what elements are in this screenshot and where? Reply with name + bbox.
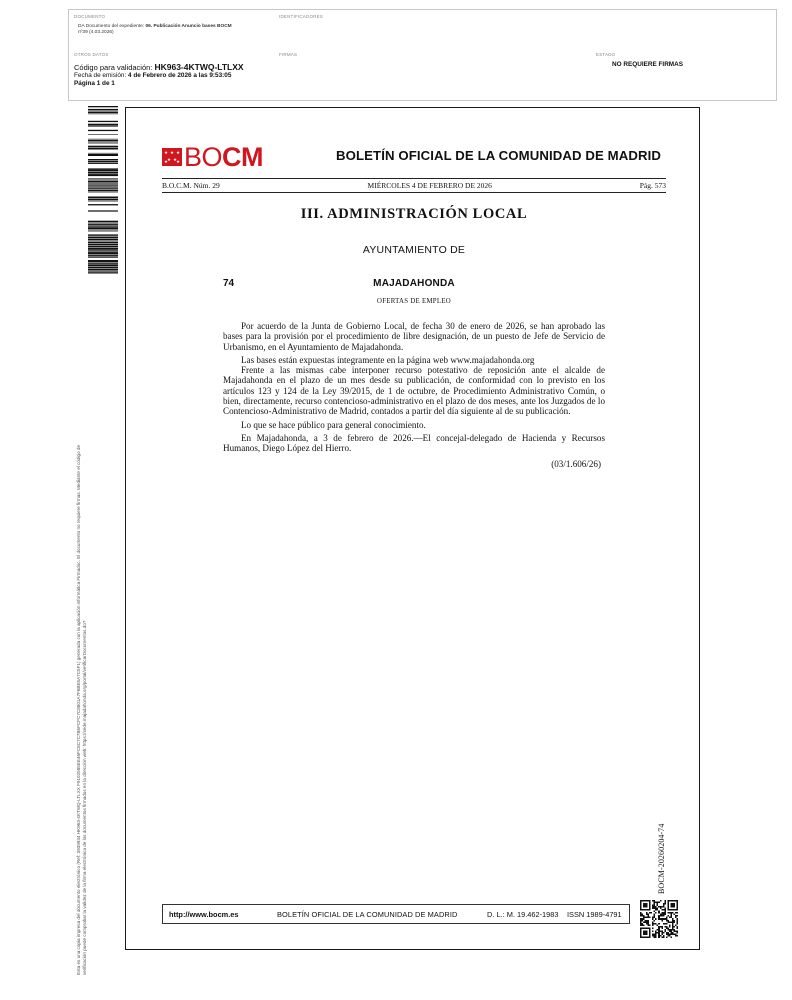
validation-code-label: Código para validación: <box>74 63 155 72</box>
page-footer <box>162 904 630 924</box>
gazette-title: BOLETÍN OFICIAL DE LA COMUNIDAD DE MADRID <box>336 148 661 163</box>
paragraph: Lo que se hace público para general conocimiento. <box>241 419 426 430</box>
firmas-caption: FIRMAS <box>279 52 298 57</box>
gazette-page <box>125 107 700 950</box>
validation-code-line <box>74 63 269 72</box>
vertical-legal-text <box>76 285 88 975</box>
documento-desc-prefix: DA Documento del expediente: <box>78 24 146 29</box>
paragraph: En Majadahonda, a 3 de febrero de 2026.—El concejal-delegado de Hacienda y Recursos Humanos, Diego López del Hierro. <box>223 432 605 454</box>
footer-issn: ISSN 1989-4791 <box>567 909 622 919</box>
logo-bo: BO <box>184 142 223 172</box>
announcement-number: 74 <box>223 278 235 289</box>
legal-text-line-1: Esta es una copia impresa del documento electrónico (Ref: 3939934 HK963-4KTWQ-LTLXX F9102585EE46FC8C7C7B5FCFC7C8801A7F6BE5A7C5F1) generada con la aplicación informática Firmadoc. El documento no requiere firmas. Mediante el código de <box>76 444 81 975</box>
paragraph: Las bases están expuestas íntegramente en la página web www.majadahonda.org <box>241 354 535 365</box>
validation-code[interactable]: HK963-4KTWQ-LTLXX <box>154 62 244 72</box>
identificadores-caption: IDENTIFICADORES <box>279 14 324 19</box>
emission-date-label: Fecha de emisión: <box>74 72 128 79</box>
emission-date: 4 de Febrero de 2026 a las 9:53:05 <box>128 72 232 79</box>
madrid-flag-icon: ★ ★ ★ ★ ★ ★ ★ <box>164 150 181 164</box>
paragraph: Frente a las mismas cabe interponer recurso potestativo de reposición ante el alcalde de Majadahonda en el plazo de un mes desde su publicación, de conformidad con lo previsto en los artículos 123 y 124 de la Ley 39/2015, de 1 de octubre, de Procedimiento Administrativo Común, o bien, directamente, recurso contencioso-administrativo en el plazo de dos meses, ante los Juzgados de lo Contencioso-Administrativo de Madrid, contados a partir del día siguiente al de su publicación. <box>223 365 605 417</box>
documento-desc-title: 06. Publicación Anuncio bases BOCM <box>145 24 232 29</box>
municipality-name: MAJADAHONDA <box>373 278 455 289</box>
logo-cm: CM <box>222 142 264 172</box>
page-number: Pág. 573 <box>639 181 666 190</box>
firmas-cell <box>274 46 591 102</box>
documento-cell <box>69 10 274 46</box>
footer-legal-deposit: D. L.: M. 19.462-1983 <box>487 909 559 919</box>
ayuntamiento-label: AYUNTAMIENTO DE <box>362 244 466 256</box>
announcement-subheading: OFERTAS DE EMPLEO <box>376 298 451 305</box>
estado-cell <box>591 46 778 102</box>
footer-title: BOLETÍN OFICIAL DE LA COMUNIDAD DE MADRID <box>277 909 458 919</box>
logo-wordmark <box>184 144 263 170</box>
bocm-logo <box>162 144 263 170</box>
documento-desc-line2: nº39 (4.03.2026) <box>78 30 114 35</box>
header-rule-top <box>162 178 666 179</box>
otros-caption: OTROS DATOS <box>74 52 109 57</box>
legal-text-line-2: verificación puede comprobar la validez de la firma electrónica de los documentos firmados en la dirección web: https://sede.majadahonda.org/portal/verificarDocumentos.do? <box>82 620 88 975</box>
bocm-side-code: BOCM-20260204-74 <box>657 823 666 894</box>
paragraph: Por acuerdo de la Junta de Gobierno Local, de fecha 30 de enero de 2026, se han aprobado las bases para la provisión por el procedimiento de libre designación, de un puesto de Jefe de Servicio de Urbanismo, en el Ayuntamiento de Majadahonda. <box>223 321 605 352</box>
section-title: III. ADMINISTRACIÓN LOCAL <box>300 206 528 222</box>
qr-code-icon[interactable] <box>640 900 678 938</box>
header-rule-bottom <box>162 192 666 193</box>
estado-caption: ESTADO <box>596 52 616 57</box>
page-count <box>74 80 269 88</box>
document-metadata-header <box>68 9 777 101</box>
documento-caption: DOCUMENTO <box>74 14 106 19</box>
emission-date-line <box>74 72 269 80</box>
issue-date: MIÉRCOLES 4 DE FEBRERO DE 2026 <box>367 181 492 190</box>
barcode-icon <box>88 106 118 276</box>
documento-description <box>74 24 269 36</box>
issue-number: B.O.C.M. Núm. 29 <box>162 181 220 190</box>
running-head <box>162 181 666 190</box>
announcement-body <box>223 321 605 469</box>
page-count-text: Página 1 de 1 <box>74 80 115 87</box>
footer-url-link[interactable]: http://www.bocm.es <box>169 909 239 919</box>
estado-value: NO REQUIERE FIRMAS <box>612 61 684 68</box>
otros-datos-cell <box>69 46 274 102</box>
reference-code: (03/1.606/26) <box>551 458 601 469</box>
identificadores-cell <box>274 10 778 46</box>
